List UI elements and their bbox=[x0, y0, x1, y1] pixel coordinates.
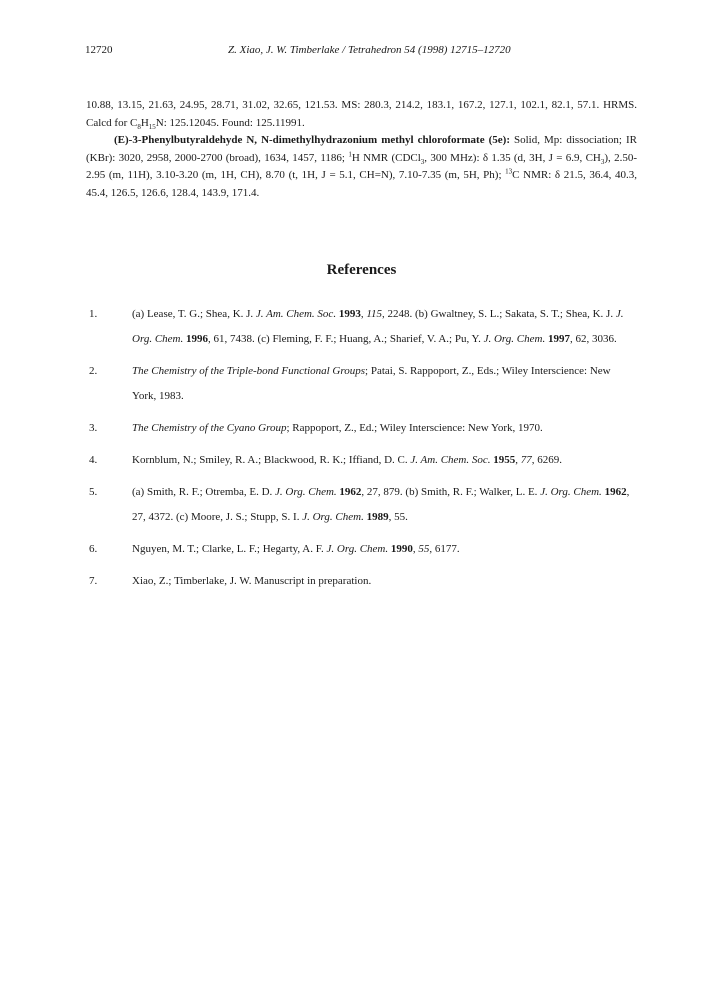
text-span: , 2248. (b) Gwaltney, S. L.; Sakata, S. T.; Shea, K. J. bbox=[382, 308, 616, 320]
text-span: H bbox=[140, 116, 149, 129]
journal-name: J. Org. Chem. bbox=[275, 486, 337, 498]
subscript: 3 bbox=[420, 157, 425, 166]
paragraph-compound-5e bbox=[86, 132, 637, 202]
book-title: The Chemistry of the Cyano Group bbox=[132, 422, 287, 434]
year: 1955 bbox=[493, 454, 516, 466]
text-span: N: 125.12045. Found: 125.11991. bbox=[155, 116, 305, 129]
reference-number: 1. bbox=[89, 308, 98, 320]
reference-item bbox=[86, 537, 637, 562]
paragraph-spectral-data bbox=[86, 97, 637, 132]
references-heading: References bbox=[326, 262, 397, 278]
text-span: , bbox=[360, 308, 367, 320]
journal-name: J. Org. Chem. bbox=[326, 543, 389, 555]
year: 1962 bbox=[604, 486, 627, 498]
reference-number: 7. bbox=[89, 575, 98, 587]
text-span: , 300 MHz): δ 1.35 (d, 3H, J = 6.9, CH bbox=[424, 151, 601, 164]
reference-number: 2. bbox=[89, 365, 98, 377]
journal-name: J. Am. Chem. Soc. bbox=[255, 308, 337, 320]
text-span: HRMS. Calcd for C bbox=[86, 99, 637, 129]
page-number: 12720 bbox=[85, 44, 113, 56]
superscript: 1 bbox=[348, 150, 352, 159]
text-span: Nguyen, M. T.; Clarke, L. F.; Hegarty, A. F. bbox=[132, 543, 327, 555]
volume: 55 bbox=[418, 543, 430, 555]
text-span: ), 2.50-2.95 (m, 11H), 3.10-3.20 (m, 1H, CH), 8.70 (t, 1H, J = 5.1, CH=N), 7.10-7.35 (m, 5H, Ph); bbox=[86, 151, 638, 182]
text-span: ; Patai, S. Rappoport, Z., Eds.; Wiley Interscience: New York, 1983. bbox=[132, 365, 611, 402]
text-span: H NMR (CDCl bbox=[351, 151, 421, 164]
text-span: (a) Lease, T. G.; Shea, K. J. bbox=[132, 308, 256, 320]
journal-name: J. Org. Chem. bbox=[540, 486, 602, 498]
superscript: 13 bbox=[505, 167, 513, 176]
reference-number: 3. bbox=[89, 422, 98, 434]
reference-item bbox=[86, 480, 637, 530]
text-span: 10.88, 13.15, 21.63, 24.95, 28.71, 31.02, 32.65, 121.53. MS: 280.3, 214.2, 183.1, 167.2, 127.1, 102.1, 82.1, 57.1. bbox=[86, 99, 600, 111]
references-list bbox=[86, 302, 637, 601]
reference-item bbox=[86, 569, 637, 594]
text-span: Solid, Mp: dissociation; IR (KBr): 3020, 2958, 2000-2700 (broad), 1634, 1457, 1186; bbox=[86, 134, 637, 164]
book-title: The Chemistry of the Triple-bond Functional Groups bbox=[132, 365, 366, 377]
text-span: , 62, 3036. bbox=[569, 333, 617, 345]
journal-name: J. Org. Chem. bbox=[302, 511, 364, 523]
journal-name: J. Org. Chem. bbox=[483, 333, 546, 345]
volume: 77 bbox=[520, 454, 532, 466]
text-span: , 6269. bbox=[531, 454, 563, 466]
journal-name: J. Am. Chem. Soc. bbox=[410, 454, 491, 466]
year: 1997 bbox=[547, 333, 570, 345]
text-span: , 6177. bbox=[429, 543, 460, 555]
text-span: Kornblum, N.; Smiley, R. A.; Blackwood, R. K.; Iffiand, D. C. bbox=[132, 454, 411, 466]
text-span: , bbox=[515, 454, 521, 466]
volume: 115 bbox=[366, 308, 383, 320]
journal-name: J. Org. Chem. bbox=[132, 308, 624, 345]
compound-name: (E)-3-Phenylbutyraldehyde N, N-dimethylhydrazonium methyl chloroformate (5e): bbox=[114, 134, 510, 147]
reference-item bbox=[86, 359, 637, 409]
text-span: ; Rappoport, Z., Ed.; Wiley Interscience: New York, 1970. bbox=[286, 422, 543, 434]
reference-number: 5. bbox=[89, 486, 98, 498]
page-header bbox=[85, 44, 645, 60]
year: 1996 bbox=[185, 333, 208, 345]
body-text bbox=[86, 97, 637, 203]
subscript: 3 bbox=[600, 157, 605, 166]
subscript: 8 bbox=[137, 122, 141, 131]
text-span: , 27, 4372. (c) Moore, J. S.; Stupp, S. I. bbox=[132, 486, 630, 523]
reference-item bbox=[86, 302, 637, 352]
running-head: Z. Xiao, J. W. Timberlake / Tetrahedron 54 (1998) 12715–12720 bbox=[228, 44, 511, 56]
reference-number: 6. bbox=[89, 543, 98, 555]
year: 1990 bbox=[390, 543, 413, 555]
reference-number: 4. bbox=[89, 454, 98, 466]
text-span: , 27, 879. (b) Smith, R. F.; Walker, L. E. bbox=[361, 486, 541, 498]
year: 1962 bbox=[339, 486, 362, 498]
text-span: (a) Smith, R. F.; Otremba, E. D. bbox=[132, 486, 276, 498]
text-span: C NMR: δ 21.5, 36.4, 40.3, 45.4, 126.5, 126.6, 128.4, 143.9, 171.4. bbox=[86, 169, 638, 199]
text-span: , 55. bbox=[388, 511, 408, 523]
year: 1989 bbox=[366, 511, 389, 523]
text-span: , bbox=[412, 543, 419, 555]
reference-item bbox=[86, 448, 637, 473]
subscript: 15 bbox=[148, 122, 156, 131]
text-span: , 61, 7438. (c) Fleming, F. F.; Huang, A.; Sharief, V. A.; Pu, Y. bbox=[207, 333, 484, 345]
year: 1993 bbox=[338, 308, 361, 320]
text-span: Xiao, Z.; Timberlake, J. W. Manuscript in preparation. bbox=[132, 575, 372, 587]
reference-item bbox=[86, 416, 637, 441]
